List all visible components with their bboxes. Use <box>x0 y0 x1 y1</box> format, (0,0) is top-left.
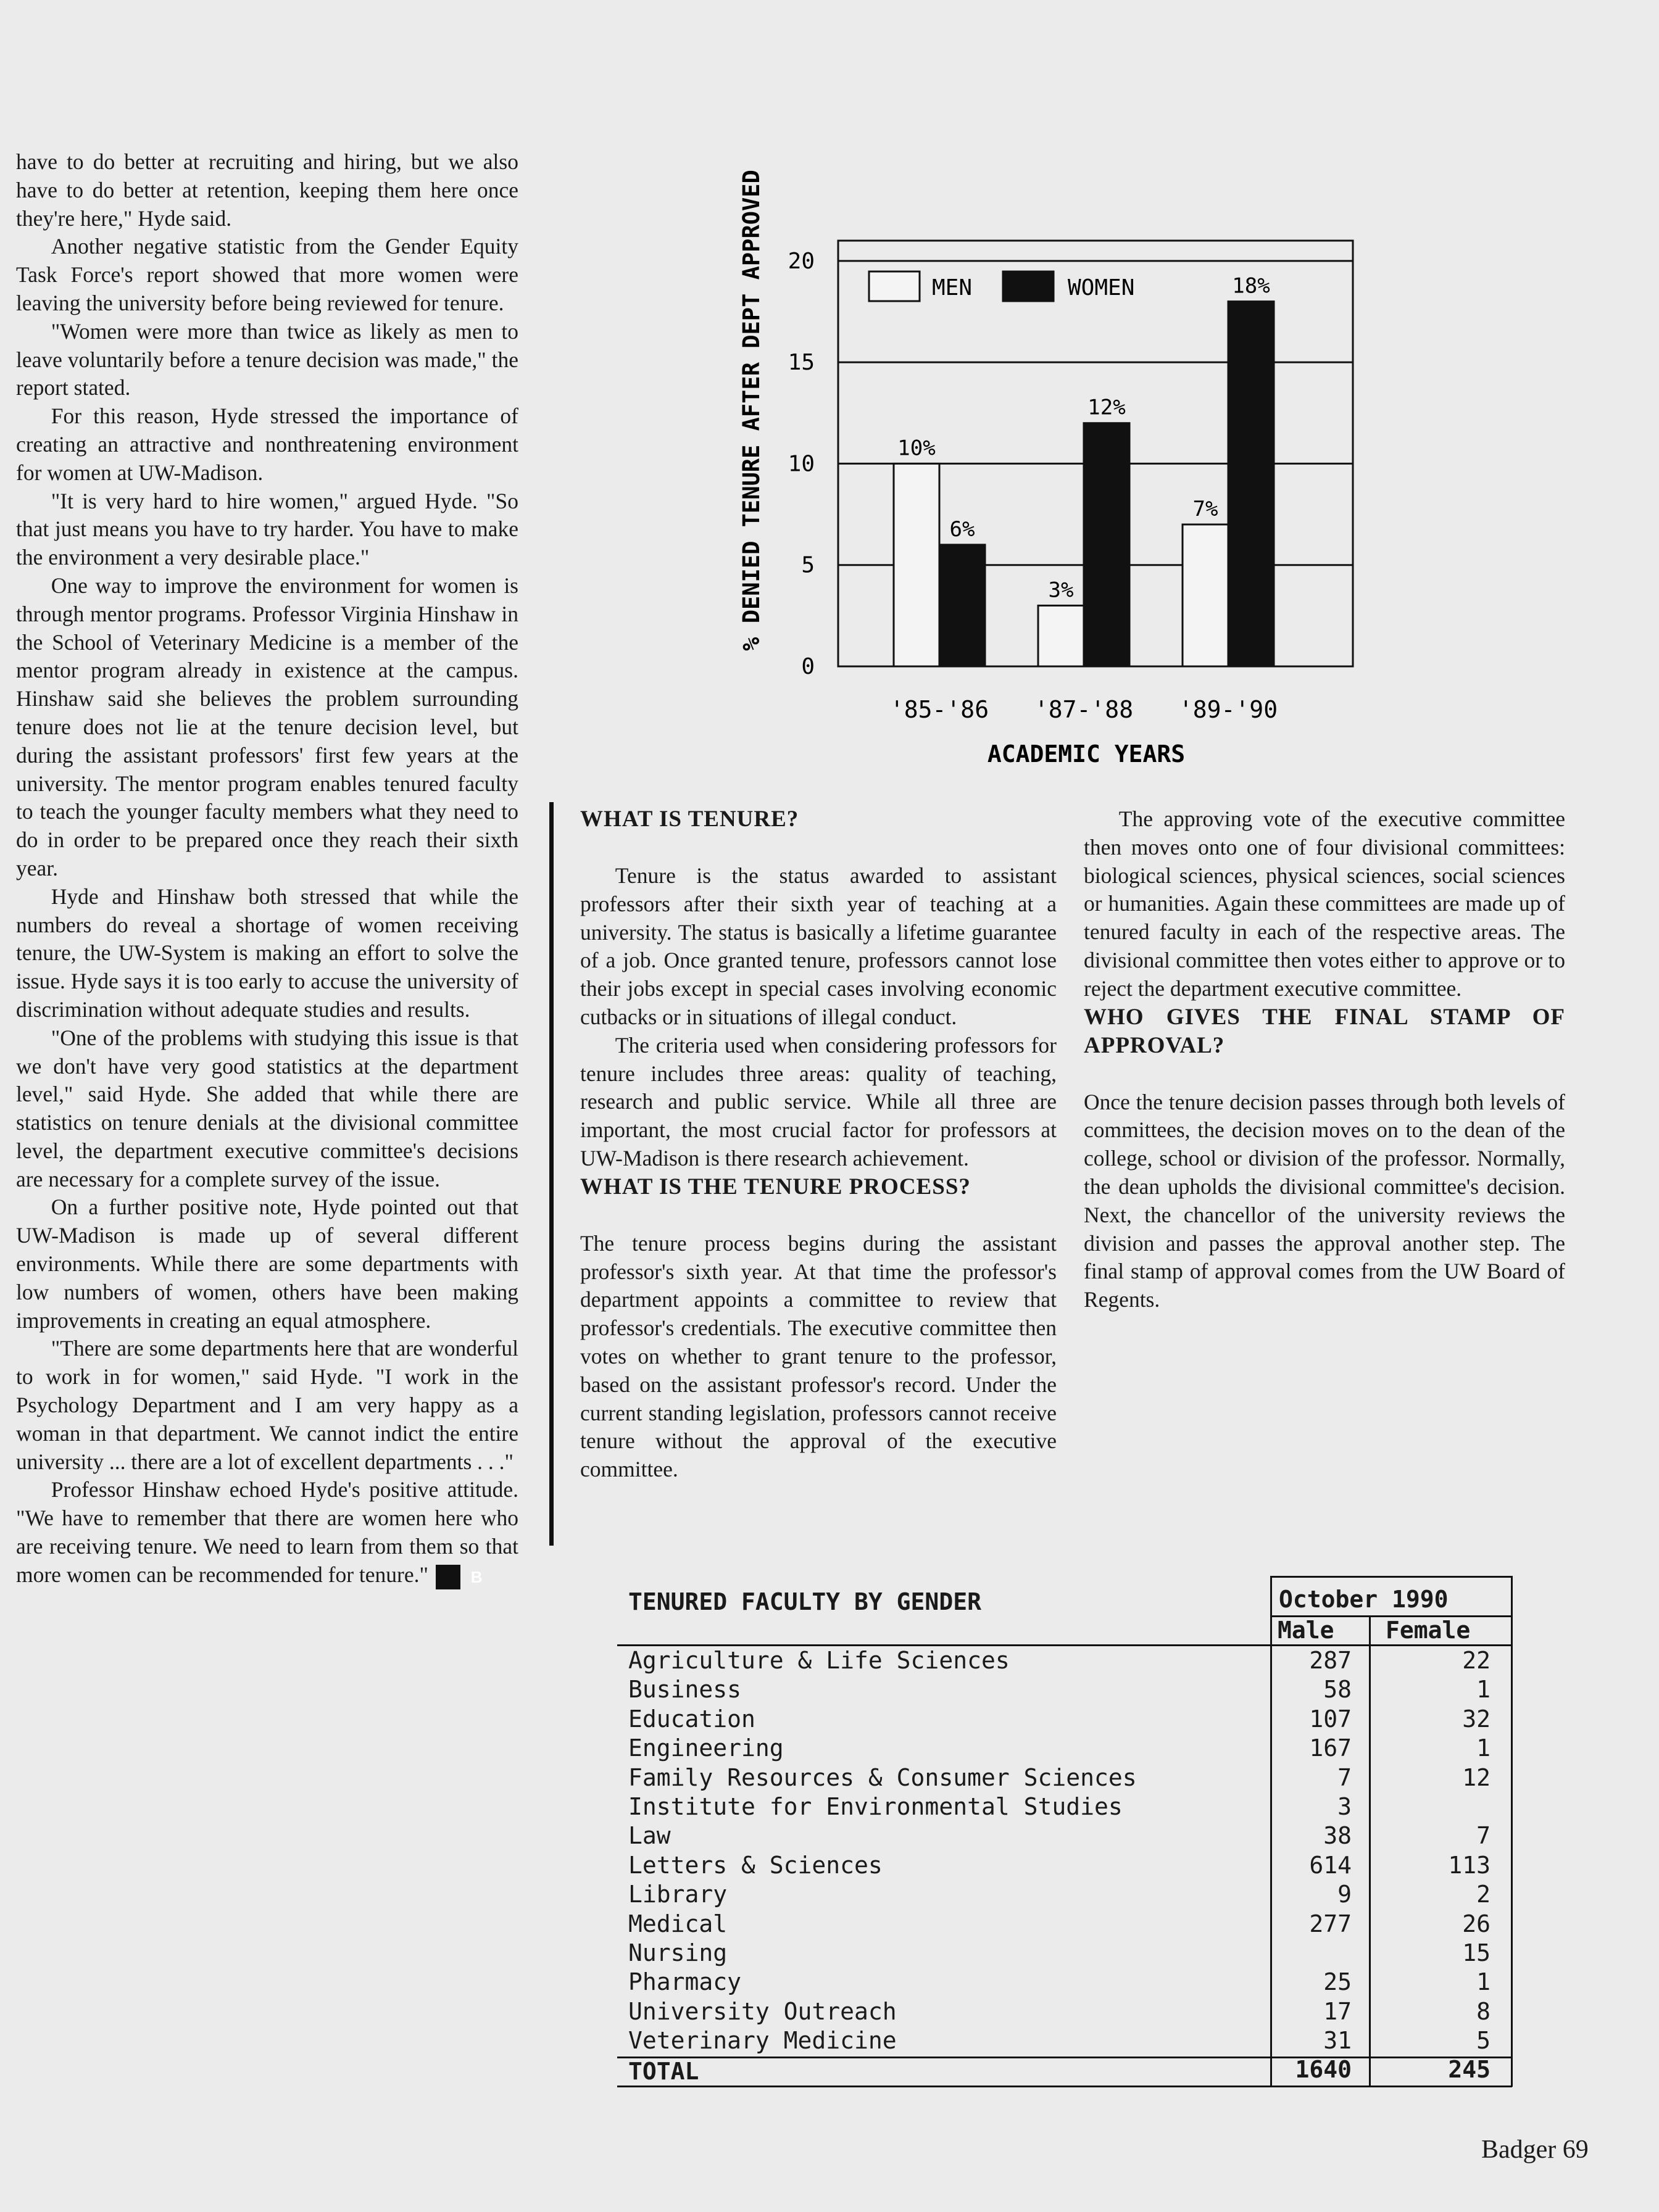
end-mark-icon: B <box>436 1565 460 1589</box>
sidebar-right-column <box>1084 805 1565 1314</box>
table-cell-dept: Engineering <box>628 1734 784 1762</box>
table-period: October 1990 <box>1279 1586 1449 1613</box>
table-cell-male: 25 <box>1323 1968 1352 1996</box>
bar-data-label: 18% <box>1232 273 1270 299</box>
article-paragraph: Another negative statistic from the Gender Equity Task Force's report showed that more women were leaving the university before being reviewed for tenure. <box>16 234 518 315</box>
bar-women <box>1228 302 1274 666</box>
x-tick-label: '87-'88 <box>1034 696 1134 723</box>
table-cell-dept: University Outreach <box>628 1997 897 2025</box>
x-tick-label: '89-'90 <box>1178 696 1278 723</box>
table-cell-dept: Agriculture & Life Sciences <box>628 1647 1010 1674</box>
article-paragraph: For this reason, Hyde stressed the importance of creating an attractive and nonthreatening environment for women at UW-Madison. <box>16 404 518 485</box>
sidebar-paragraph: Tenure is the status awarded to assistant professors after their sixth year of teaching at a university. The status is basically a lifetime guarantee of a job. Once granted tenure, professors cannot lose their jobs except in special cases involving economic cutbacks or in situations of illegal conduct. <box>580 863 1057 1029</box>
table-row <box>617 2026 1512 2055</box>
tenure-denial-chart <box>728 117 1395 784</box>
table-row <box>617 1939 1512 1968</box>
sidebar-paragraph: The criteria used when considering professors for tenure includes three areas: quality of teaching, research and public service. While all three are important, the most crucial factor for professors at UW-Madison is there research achievement. <box>580 1032 1057 1170</box>
table-row <box>617 1646 1512 1675</box>
bar-men <box>894 463 939 666</box>
article-paragraph: "It is very hard to hire women," argued Hyde. "So that just means you have to try harder. You have to make the environment a very desirable place." <box>16 488 518 570</box>
bar-data-label: 3% <box>1048 578 1074 603</box>
article-paragraph: "One of the problems with studying this issue is that we don't have very good statistics at the department level," said Hyde. She added that while there are statistics on tenure denials at the divisional committee level, the department executive committee's decisions are necessary for a complete survey of the issue. <box>16 1025 518 1191</box>
table-cell-female: 8 <box>1476 1997 1491 2025</box>
article-left-column <box>16 148 518 1589</box>
page-footer: Badger 69 <box>1481 2135 1589 2164</box>
table-cell-female: 22 <box>1462 1647 1491 1674</box>
article-paragraph-last <box>16 1476 518 1589</box>
article-paragraph: One way to improve the environment for women is through mentor programs. Professor Virginia Hinshaw in the School of Veterinary Medicine is a member of the mentor program already in existence at the campus. Hinshaw said she believes the problem surrounding tenure does not lie at the tenure decision level, but during the assistant professors' first few years at the university. The mentor program enables tenured faculty to teach the younger faculty members what they need to do in order to be prepared once they reach their sixth year. <box>16 573 518 880</box>
table-cell-dept: Family Resources & Consumer Sciences <box>628 1763 1137 1791</box>
table-cell-dept: Institute for Environmental Studies <box>628 1793 1123 1820</box>
sidebar-heading-final-stamp: WHO GIVES THE FINAL STAMP OF APPROVAL? <box>1084 1004 1565 1058</box>
table-cell-female: 15 <box>1462 1939 1491 1966</box>
legend-swatch-men <box>869 271 920 301</box>
table-cell-dept: Medical <box>628 1910 728 1937</box>
col-female-header: Female <box>1386 1617 1471 1644</box>
legend-label-men: MEN <box>932 275 973 300</box>
y-tick-label: 0 <box>801 654 815 679</box>
table-row <box>617 1705 1512 1734</box>
article-paragraph: On a further positive note, Hyde pointed out that UW-Madison is made up of several different environments. While there are some departments with low numbers of women, others have been making improvements in creating an equal atmosphere. <box>16 1195 518 1333</box>
bar-data-label: 12% <box>1087 395 1126 420</box>
table-row <box>617 1763 1512 1792</box>
bar-women <box>939 545 985 666</box>
article-paragraph-text: Professor Hinshaw echoed Hyde's positive attitude. "We have to remember that there are women here who are receiving tenure. We need to learn from them so that more women can be recommended for tenure." <box>16 1477 518 1587</box>
table-cell-dept: Nursing <box>628 1939 728 1966</box>
table-row <box>617 1997 1512 2026</box>
article-paragraph: have to do better at recruiting and hiring, but we also have to do better at retention, keeping them here once they're here," Hyde said. <box>16 149 518 231</box>
y-tick-label: 15 <box>788 350 815 376</box>
table-cell-dept: Education <box>628 1705 755 1733</box>
table-cell-dept: Pharmacy <box>628 1968 742 1996</box>
sidebar-middle-column <box>580 805 1057 1484</box>
sidebar-heading-tenure-process: WHAT IS THE TENURE PROCESS? <box>580 1174 971 1199</box>
x-axis-title: ACADEMIC YEARS <box>987 740 1186 768</box>
table-cell-male: 17 <box>1323 1997 1352 2025</box>
sidebar-rule <box>549 802 554 1546</box>
table-row <box>617 1734 1512 1763</box>
table-cell-female: 26 <box>1462 1910 1491 1937</box>
table-cell-female: 7 <box>1476 1822 1491 1850</box>
sidebar-heading-what-is-tenure: WHAT IS TENURE? <box>580 806 799 832</box>
table-cell-female: 1 <box>1476 1968 1491 1996</box>
table-cell-dept: Letters & Sciences <box>628 1851 883 1879</box>
article-paragraph: Hyde and Hinshaw both stressed that while the numbers do reveal a shortage of women receiving tenure, the UW-System is making an effort to solve the issue. Hyde says it is too early to accuse the university of discrimination without adequate studies and results. <box>16 884 518 1022</box>
table-cell-male: 3 <box>1337 1793 1352 1820</box>
table-cell-male: 287 <box>1309 1647 1352 1674</box>
table-cell-dept: Library <box>628 1881 728 1908</box>
table-total-female: 245 <box>1448 2056 1491 2083</box>
table-cell-male: 107 <box>1309 1705 1352 1733</box>
table-cell-female: 12 <box>1462 1763 1491 1791</box>
y-tick-label: 5 <box>801 552 815 578</box>
col-male-header: Male <box>1278 1617 1334 1644</box>
x-tick-label: '85-'86 <box>889 696 989 723</box>
table-title: TENURED FACULTY BY GENDER <box>628 1588 981 1615</box>
table-cell-female: 2 <box>1476 1881 1491 1908</box>
article-paragraph: "Women were more than twice as likely as men to leave voluntarily before a tenure decision was made," the report stated. <box>16 318 518 400</box>
table-cell-female: 1 <box>1476 1676 1491 1704</box>
bar-data-label: 10% <box>897 436 936 461</box>
bar-men <box>1038 605 1084 666</box>
article-paragraph: "There are some departments here that are wonderful to work in for women," said Hyde. "I work in the Psychology Department and I am very happy as a woman in that department. We cannot indict the entire university ... there are a lot of excellent departments . . ." <box>16 1336 518 1474</box>
table-cell-female: 1 <box>1476 1734 1491 1762</box>
sidebar-paragraph: Once the tenure decision passes through both levels of committees, the decision moves on to the dean of the college, school or division of the professor. Normally, the dean upholds the divisional committee's decision. Next, the chancellor of the university reviews the division and passes the approval another step. The final stamp of approval comes from the UW Board of Regents. <box>1084 1089 1565 1312</box>
y-tick-label: 20 <box>788 248 815 274</box>
table-cell-dept: Law <box>628 1822 671 1850</box>
table-rule <box>617 2086 1512 2087</box>
y-axis-title: % DENIED TENURE AFTER DEPT APPROVED <box>738 170 765 651</box>
table-cell-male: 58 <box>1323 1676 1352 1704</box>
table-row <box>617 1792 1512 1821</box>
table-row <box>617 1910 1512 1939</box>
table-row <box>617 1821 1512 1850</box>
sidebar-paragraph: The tenure process begins during the assistant professor's sixth year. At that time the professor's department appoints a committee to review that professor's credentials. The executive committee then votes on whether to grant tenure to the professor, based on the assistant professor's record. Under the current standing legislation, professors cannot receive tenure without the approval of the executive committee. <box>580 1230 1057 1482</box>
table-total-label: TOTAL <box>628 2058 699 2085</box>
table-cell-female: 113 <box>1448 1851 1491 1879</box>
bar-data-label: 6% <box>949 516 975 542</box>
bar-data-label: 7% <box>1192 497 1218 521</box>
table-cell-dept: Veterinary Medicine <box>628 2027 897 2055</box>
legend-swatch-women <box>1003 271 1054 301</box>
table-cell-male: 38 <box>1323 1822 1352 1850</box>
sidebar-paragraph: The approving vote of the executive committee then moves onto one of four divisional committees: biological sciences, physical sciences, social sciences or humanities. Again these committees are made up of tenured faculty in each of the respective areas. The divisional committee then votes either to approve or to reject the department executive committee. <box>1084 806 1565 1001</box>
table-cell-dept: Business <box>628 1676 742 1704</box>
table-cell-male: 9 <box>1337 1881 1352 1908</box>
table-cell-male: 7 <box>1337 1763 1352 1791</box>
table-cell-male: 31 <box>1323 2027 1352 2055</box>
table-rule <box>1271 1576 1512 1578</box>
table-cell-female: 32 <box>1462 1705 1491 1733</box>
table-row <box>617 1968 1512 1997</box>
table-cell-male: 277 <box>1309 1910 1352 1937</box>
y-tick-label: 10 <box>788 451 815 477</box>
table-cell-female: 5 <box>1476 2027 1491 2055</box>
table-cell-male: 614 <box>1309 1851 1352 1879</box>
table-total-male: 1640 <box>1295 2056 1352 2083</box>
bar-men <box>1183 524 1228 666</box>
table-row <box>617 1675 1512 1704</box>
bar-women <box>1084 423 1129 666</box>
table-row <box>617 1880 1512 1909</box>
legend-label-women: WOMEN <box>1068 275 1135 300</box>
table-row <box>617 1851 1512 1880</box>
table-cell-male: 167 <box>1309 1734 1352 1762</box>
